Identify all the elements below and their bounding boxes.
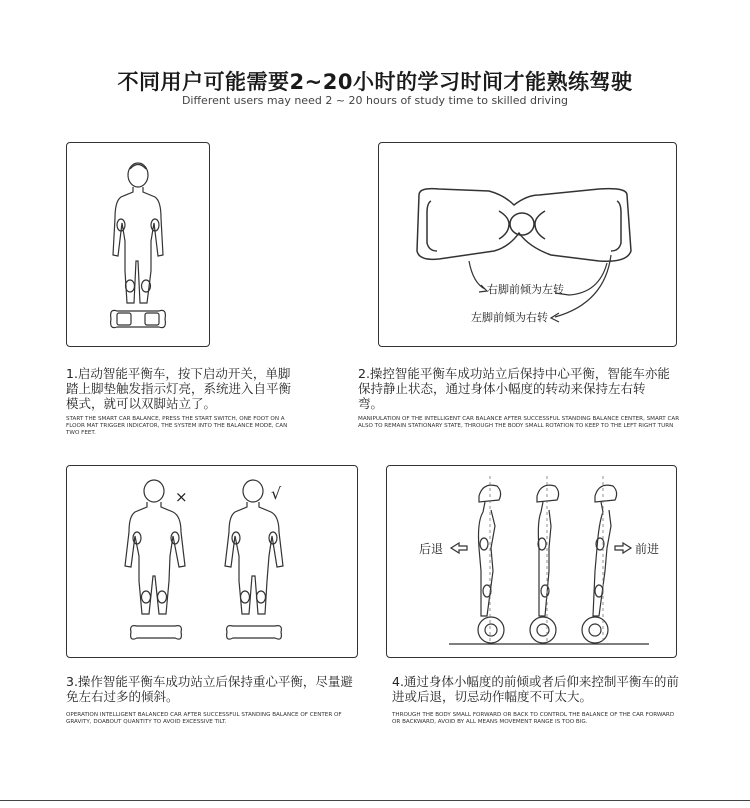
wrong-mark-icon: × bbox=[175, 488, 188, 506]
step-3-caption-en: OPERATION INTELLIGENT BALANCED CAR AFTER SUCCESSFUL STANDING BALANCE OF CENTER OF GRAVITY, DOABOUT QUANTITY TO AVOID EXCESSIVE TILT. bbox=[66, 712, 342, 725]
person-upright bbox=[537, 485, 559, 616]
page-subtitle: Different users may need 2 ~ 20 hours of study time to skilled driving bbox=[181, 94, 569, 107]
step-4-illustration bbox=[386, 465, 677, 658]
step-4-caption-cn: 4.通过身体小幅度的前倾或者后仰来控制平衡车的前进或后退，切忌动作幅度不可太大。 bbox=[392, 674, 679, 704]
hoverboard-icon bbox=[111, 310, 166, 327]
back-arrow-icon bbox=[451, 543, 467, 553]
page-title: 不同用户可能需要2~20小时的学习时间才能熟练驾驶 bbox=[117, 70, 633, 94]
hoverboard-top-view bbox=[417, 189, 631, 262]
step-4-caption-en: THROUGH THE BODY SMALL FORWARD OR BACK TO CONTROL THE BALANCE OF THE CAR FORWARD OR BACKWARD, AVOID BY ALL MEANS MOVEMENT RANGE IS TOO BIG. bbox=[392, 712, 675, 725]
step-1-caption-cn: 1.启动智能平衡车，按下启动开关，单脚踏上脚垫触发指示灯亮，系统进入自平衡模式，就可以双脚站立了。 bbox=[66, 366, 292, 411]
person-leaning-back bbox=[479, 485, 501, 616]
back-label: 后退 bbox=[419, 542, 444, 556]
step-3-illustration bbox=[66, 465, 358, 658]
bottom-divider bbox=[0, 800, 750, 801]
person-upright-right bbox=[225, 480, 283, 639]
step-3-caption-cn: 3.操作智能平衡车成功站立后保持重心平衡，尽量避免左右过多的倾斜。 bbox=[66, 674, 353, 704]
left-foot-turn-label: 左脚前倾为右转 bbox=[471, 311, 548, 324]
step-2-caption-cn: 2.操控智能平衡车成功站立后保持中心平衡，智能车亦能保持静止状态，通过身体小幅度的转动来保持左右转弯。 bbox=[358, 366, 670, 411]
forward-label: 前进 bbox=[635, 542, 660, 556]
right-foot-turn-label: 右脚前倾为左转 bbox=[487, 283, 564, 296]
step-1-caption-en: START THE SMART CAR BALANCE, PRESS THE START SWITCH, ONE FOOT ON A FLOOR MAT TRIGGER INDICATOR, THE SYSTEM INTO THE BALANCE MODE, CAN TWO FEET. bbox=[66, 416, 288, 436]
person-front-figure bbox=[113, 163, 163, 303]
forward-arrow-icon bbox=[615, 543, 631, 553]
step-1-illustration bbox=[66, 142, 210, 347]
step-2-caption-en: MANIPULATION OF THE INTELLIGENT CAR BALANCE AFTER SUCCESSFUL STANDING BALANCE CENTER, SMART CAR ALSO TO REMAIN STATIONARY STATE, THROUGH THE BODY SMALL ROTATION TO KEEP TO THE LEFT RIGHT TURN bbox=[358, 416, 680, 429]
right-mark-icon: √ bbox=[271, 484, 282, 503]
person-leaning-forward bbox=[593, 485, 617, 616]
step-2-illustration bbox=[378, 142, 677, 347]
wheels-icon bbox=[478, 617, 608, 643]
